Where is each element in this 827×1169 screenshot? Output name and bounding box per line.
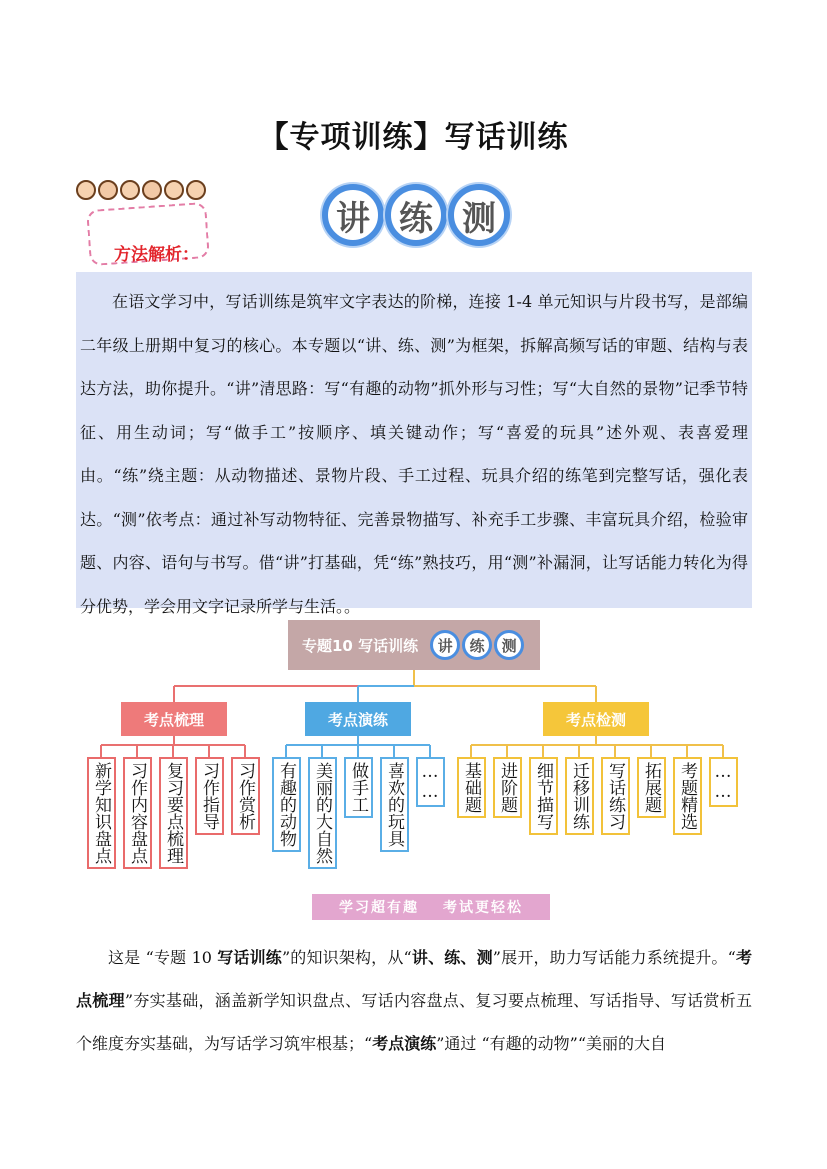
badge-label: 方法解析：: [114, 245, 199, 265]
knowledge-diagram: [84, 618, 752, 924]
kids-illustration-icon: [76, 180, 206, 200]
category-test: 考点检测: [543, 702, 649, 736]
leaf-review-2: 复习要点梳理: [159, 757, 188, 869]
leaf-test-5: 拓展题: [637, 757, 666, 818]
leaf-practice-1: 美丽的大自然: [308, 757, 337, 869]
leaf-practice-0: 有趣的动物: [272, 757, 301, 852]
leaf-test-4: 写话练习: [601, 757, 630, 835]
leaf-practice-3: 喜欢的玩具: [380, 757, 409, 852]
method-badge: [70, 180, 210, 268]
leaf-test-2: 细节描写: [529, 757, 558, 835]
leaf-practice-2: 做手工: [344, 757, 373, 818]
summary-section: [76, 936, 752, 1065]
banner-circle-jiang: 讲: [322, 184, 384, 246]
summary-text: 这是 “专题 10 写话训练”的知识架构，从“讲、练、测”展开，助力写话能力系统提升。“考点梳理”夯实基础，涵盖新学知识盘点、写话内容盘点、复习要点梳理、写话指导、写话赏析五个维度夯实基础，为写话学习筑牢根基；“考点演练”通过 “有趣的动物”“美丽的大自: [76, 948, 752, 1053]
root-circle-ce: 测: [494, 630, 524, 660]
diagram-root: [288, 620, 540, 670]
footer-slogan-1: 学习超有趣: [339, 900, 419, 916]
category-practice: 考点演练: [305, 702, 411, 736]
page-title: 【专项训练】写话训练: [258, 120, 569, 155]
diagram-footer-banner: [312, 894, 550, 920]
intro-text: 在语文学习中，写话训练是筑牢文字表达的阶梯，连接 1-4 单元知识与片段书写，是部编二年级上册期中复习的核心。本专题以“讲、练、测”为框架，拆解高频写话的审题、结构与表达方法，助你提升。“讲”清思路：写“有趣的动物”抓外形与习性；写“大自然的景物”记季节特征、用生动词；写“做手工”按顺序、填关键动作；写“喜爱的玩具”述外观、表喜爱理由。“练”绕主题：从动物描述、景物片段、手工过程、玩具介绍的练笔到完整写话，强化表达。“测”依考点：通过补写动物特征、完善景物描写、补充手工步骤、丰富玩具介绍，检验审题、内容、语句与书写。借“讲”打基础，凭“练”熟技巧，用“测”补漏洞，让写话能力转化为得分优势，学会用文字记录所学与生活。。: [80, 292, 748, 616]
diagram-root-label: 专题10 写话训练: [302, 636, 419, 655]
leaf-test-0: 基础题: [457, 757, 486, 818]
banner-circle-ce: 测: [448, 184, 510, 246]
leaf-test-6: 考题精选: [673, 757, 702, 835]
footer-slogan-2: 考试更轻松: [443, 900, 523, 916]
leaf-review-3: 习作指导: [195, 757, 224, 835]
banner-circle-lian: 练: [385, 184, 447, 246]
leaf-review-4: 习作赏析: [231, 757, 260, 835]
intro-box: [76, 272, 752, 616]
leaf-test-7: ……: [709, 757, 738, 807]
leaf-review-0: 新学知识盘点: [87, 757, 116, 869]
leaf-review-1: 习作内容盘点: [123, 757, 152, 869]
root-circle-jiang: 讲: [430, 630, 460, 660]
leaf-test-1: 进阶题: [493, 757, 522, 818]
category-review: 考点梳理: [121, 702, 227, 736]
leaf-test-3: 迁移训练: [565, 757, 594, 835]
root-circle-lian: 练: [462, 630, 492, 660]
leaf-practice-4: ……: [416, 757, 445, 807]
